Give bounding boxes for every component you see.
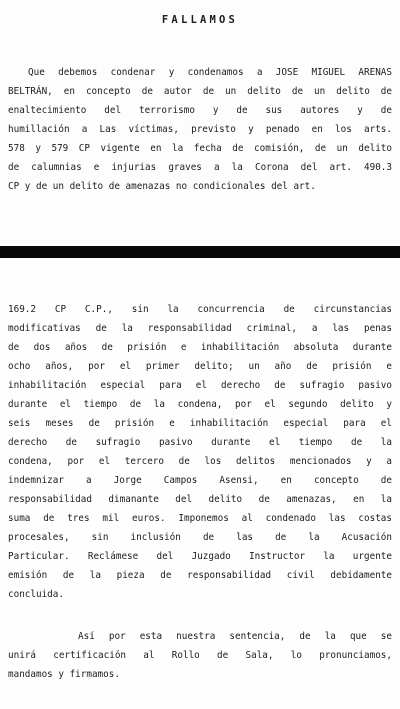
text-line: enaltecimiento del terrorismo y de sus autores y de xyxy=(8,105,392,116)
text-line: Particular. Reclámese del Juzgado Instructor la urgente xyxy=(8,551,392,562)
text-line: de calumnias e injurias graves a la Corona del art. 490.3 xyxy=(8,162,392,173)
text-line: derecho de sufragio pasivo durante el tiempo de la xyxy=(8,437,392,448)
text-line: modificativas de la responsabilidad criminal, a las penas xyxy=(8,323,392,334)
text-line: de dos años de prisión e inhabilitación absoluta durante xyxy=(8,342,392,353)
sentence-paragraph xyxy=(8,300,392,604)
text-line: ocho años, por el primer delito; un año de prisión e xyxy=(8,361,392,372)
verdict-paragraph xyxy=(8,63,392,196)
text-line: emisión de la pieza de responsabilidad civil debidamente xyxy=(8,570,392,581)
closing-paragraph xyxy=(8,627,392,684)
text-line: BELTRÁN, en concepto de autor de un delito de un delito de xyxy=(8,86,392,97)
text-line: seis meses de prisión e inhabilitación especial para el xyxy=(8,418,392,429)
text-line: unirá certificación al Rollo de Sala, lo pronunciamos, xyxy=(8,650,392,661)
document-heading: FALLAMOS xyxy=(161,14,239,26)
text-line: mandamos y firmamos. xyxy=(8,669,120,680)
text-line: procesales, sin inclusión de las de la Acusación xyxy=(8,532,392,543)
text-line: responsabilidad dimanante del delito de amenazas, en la xyxy=(8,494,392,505)
text-line: inhabilitación especial para el derecho de sufragio pasivo xyxy=(8,380,392,391)
text-line: 578 y 579 CP vigente en la fecha de comisión, de un delito xyxy=(8,143,392,154)
text-line: Así por esta nuestra sentencia, de la que se xyxy=(78,631,392,642)
text-line: condena, por el tercero de los delitos mencionados y a xyxy=(8,456,392,467)
text-line: CP y de un delito de amenazas no condicionales del art. xyxy=(8,181,316,192)
text-line: indemnizar a Jorge Campos Asensi, en concepto de xyxy=(8,475,392,486)
text-line: 169.2 CP C.P., sin la concurrencia de circunstancias xyxy=(8,304,392,315)
text-line: durante el tiempo de la condena, por el segundo delito y xyxy=(8,399,392,410)
text-line: humillación a Las víctimas, previsto y penado en los arts. xyxy=(8,124,392,135)
page-separator xyxy=(0,246,400,258)
text-line: suma de tres mil euros. Imponemos al condenado las costas xyxy=(8,513,392,524)
text-line: concluida. xyxy=(8,589,64,600)
text-line: Que debemos condenar y condenamos a JOSE MIGUEL ARENAS xyxy=(28,67,392,78)
